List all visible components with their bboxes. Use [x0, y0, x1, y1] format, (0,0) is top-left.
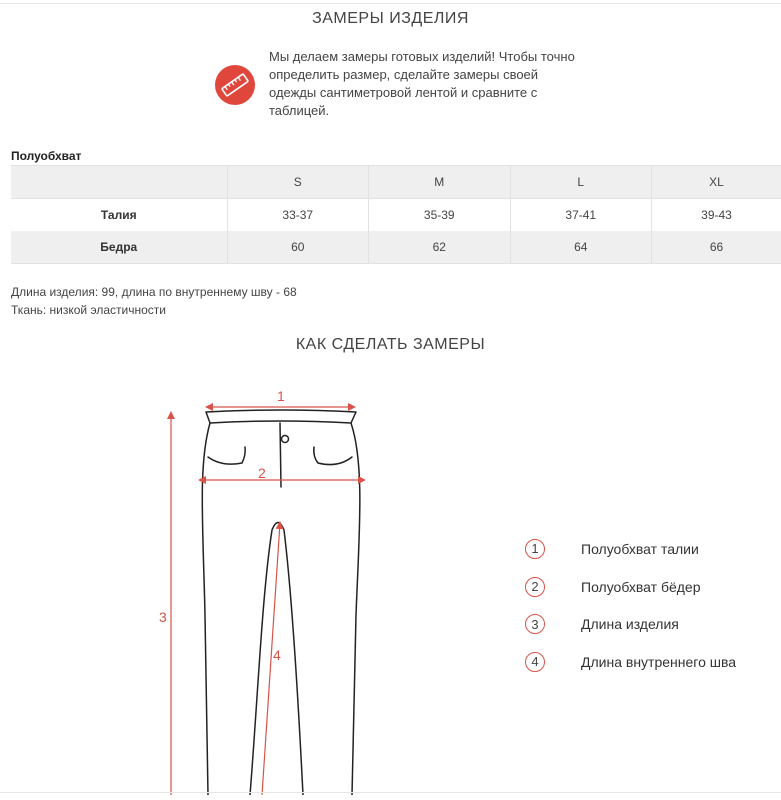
intro-line: одежды сантиметровой лентой и сравните с: [269, 85, 538, 100]
legend-item: [525, 530, 736, 568]
measurement-lines: [171, 407, 364, 795]
row-label: Талия: [11, 199, 227, 232]
pants-diagram: [0, 375, 440, 800]
pants-outline-icon: [202, 410, 360, 795]
size-table: [11, 165, 781, 264]
page-title: ЗАМЕРЫ ИЗДЕЛИЯ: [312, 10, 469, 27]
legend-item: [525, 568, 736, 606]
section-title: КАК СДЕЛАТЬ ЗАМЕРЫ: [295, 336, 486, 353]
table-header-row: [11, 166, 781, 199]
bottom-divider: [0, 792, 781, 793]
marker-label-2: 2: [258, 465, 266, 481]
legend-label: Полуобхват талии: [581, 540, 699, 557]
table-row: [11, 231, 781, 264]
table-cell: 62: [369, 231, 511, 264]
marker-label-4: 4: [273, 647, 281, 663]
table-cell: 64: [510, 231, 652, 264]
table-cell: 37-41: [510, 199, 652, 232]
row-label: Бедра: [11, 231, 227, 264]
legend-number: 4: [525, 652, 545, 672]
intro-line: Мы делаем замеры готовых изделий! Чтобы точно: [269, 49, 575, 64]
table-cell: 66: [652, 231, 781, 264]
column-header: S: [227, 166, 369, 199]
intro-text: [269, 48, 599, 120]
measurement-legend: [525, 530, 736, 681]
column-header: L: [510, 166, 652, 199]
note-line: Длина изделия: 99, длина по внутреннему шву - 68: [11, 285, 297, 299]
legend-number: 1: [525, 539, 545, 559]
legend-label: Полуобхват бёдер: [581, 578, 701, 595]
legend-label: Длина внутреннего шва: [581, 653, 737, 670]
legend-label: Длина изделия: [581, 616, 679, 633]
table-cell: 35-39: [369, 199, 511, 232]
product-notes: [11, 283, 297, 319]
table-row: [11, 199, 781, 232]
table-cell: 39-43: [701, 208, 732, 222]
marker-label-1: 1: [277, 388, 285, 404]
note-line: Ткань: низкой эластичности: [11, 303, 166, 317]
column-header: XL: [652, 166, 781, 199]
top-divider: [0, 3, 781, 4]
legend-item: [525, 605, 736, 643]
legend-number: 2: [525, 577, 545, 597]
intro-line: определить размер, сделайте замеры своей: [269, 67, 539, 82]
marker-label-3: 3: [159, 609, 167, 625]
legend-item: [525, 643, 736, 681]
column-header: [11, 166, 227, 199]
column-header: M: [369, 166, 511, 199]
table-cell: 33-37: [227, 199, 369, 232]
ruler-icon: [215, 65, 255, 105]
legend-number: 3: [525, 614, 545, 634]
size-table-caption: Полуобхват: [11, 149, 82, 163]
table-cell: 60: [227, 231, 369, 264]
intro-line: таблицей.: [269, 103, 330, 118]
